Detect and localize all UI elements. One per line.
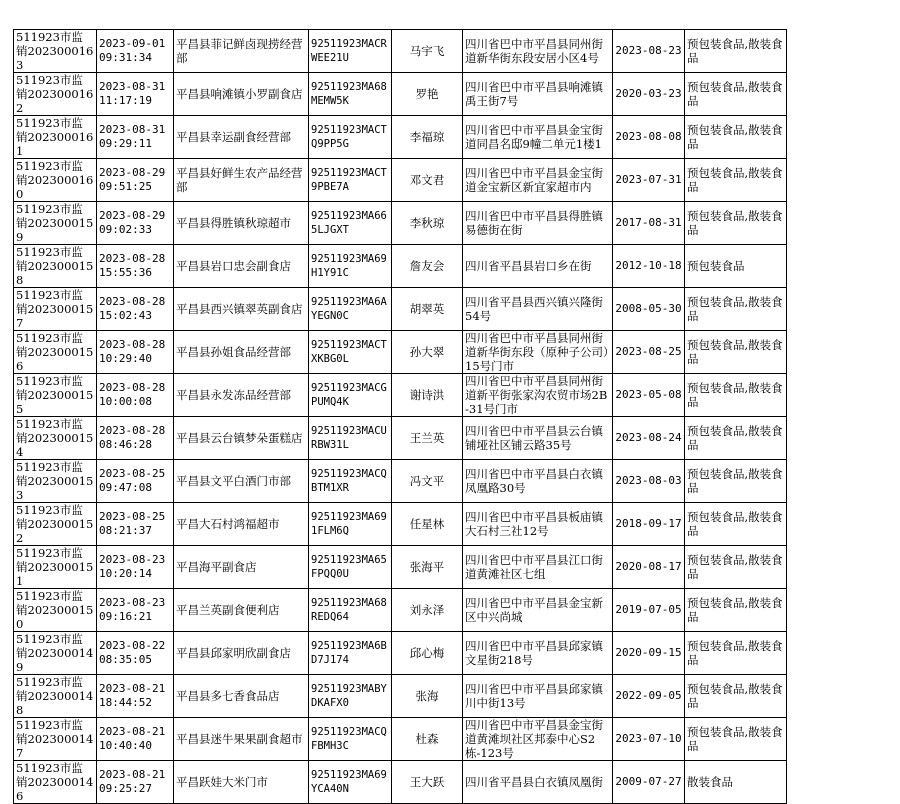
table-row — [14, 675, 787, 718]
table-row — [14, 202, 787, 245]
business-scope-cell: 预包装食品,散装食品 — [685, 503, 787, 546]
issue-time-cell: 2023-08-25 08:21:37 — [97, 503, 174, 546]
registration-date-cell: 2020-09-15 — [613, 632, 685, 675]
address-cell: 四川省巴中市平昌县同州街道新平街张家沟农贸市场2B-31号门市 — [463, 374, 613, 417]
table-row — [14, 718, 787, 761]
legal-person-cell: 冯文平 — [392, 460, 463, 503]
credit-code-cell: 92511923MACTQ9PP5G — [309, 116, 392, 159]
business-name-cell: 平昌县多七香食品店 — [174, 675, 309, 718]
table-row — [14, 331, 787, 374]
registration-date-cell: 2020-03-23 — [613, 73, 685, 116]
license-number-cell: 511923市监销2023000161 — [14, 116, 97, 159]
credit-code-cell: 92511923MACRWEE21U — [309, 30, 392, 73]
address-cell: 四川省巴中市平昌县白衣镇凤凰路30号 — [463, 460, 613, 503]
issue-time-cell: 2023-08-28 10:00:08 — [97, 374, 174, 417]
issue-time-cell: 2023-08-29 09:51:25 — [97, 159, 174, 202]
issue-time-cell: 2023-08-28 15:55:36 — [97, 245, 174, 288]
credit-code-cell: 92511923MA68MEMW5K — [309, 73, 392, 116]
credit-code-cell: 92511923MA69H1Y91C — [309, 245, 392, 288]
address-cell: 四川省巴中市平昌县金宝街道同昌名邸9幢二单元1楼1 — [463, 116, 613, 159]
business-scope-cell: 预包装食品,散装食品 — [685, 718, 787, 761]
address-cell: 四川省平昌县白衣镇凤凰街 — [463, 761, 613, 804]
credit-code-cell: 92511923MA68REDQ64 — [309, 589, 392, 632]
registration-date-cell: 2023-08-23 — [613, 30, 685, 73]
business-scope-cell: 预包装食品,散装食品 — [685, 675, 787, 718]
table-row — [14, 417, 787, 460]
address-cell: 四川省巴中市平昌县云台镇铺垭社区铺云路35号 — [463, 417, 613, 460]
issue-time-cell: 2023-08-21 10:40:40 — [97, 718, 174, 761]
license-number-cell: 511923市监销2023000159 — [14, 202, 97, 245]
business-scope-cell: 预包装食品,散装食品 — [685, 546, 787, 589]
address-cell: 四川省巴中市平昌县金宝街道黄滩坝社区邦泰中心S2栋-123号 — [463, 718, 613, 761]
license-number-cell: 511923市监销2023000163 — [14, 30, 97, 73]
business-name-cell: 平昌县得胜镇秋琼超市 — [174, 202, 309, 245]
business-name-cell: 平昌县邱家明欣副食店 — [174, 632, 309, 675]
credit-code-cell: 92511923MACTXKBG0L — [309, 331, 392, 374]
address-cell: 四川省巴中市平昌县金宝街道金宝新区新宜家超市内 — [463, 159, 613, 202]
issue-time-cell: 2023-08-25 09:47:08 — [97, 460, 174, 503]
legal-person-cell: 李秋琼 — [392, 202, 463, 245]
registration-date-cell: 2019-07-05 — [613, 589, 685, 632]
license-number-cell: 511923市监销2023000154 — [14, 417, 97, 460]
address-cell: 四川省巴中市平昌县同州街道新华街东段（原种子公司）15号门市 — [463, 331, 613, 374]
permit-table-body — [14, 30, 787, 804]
table-row — [14, 632, 787, 675]
legal-person-cell: 邱心梅 — [392, 632, 463, 675]
address-cell: 四川省巴中市平昌县同州街道新华街东段安居小区4号 — [463, 30, 613, 73]
license-number-cell: 511923市监销2023000148 — [14, 675, 97, 718]
legal-person-cell: 张海 — [392, 675, 463, 718]
license-number-cell: 511923市监销2023000157 — [14, 288, 97, 331]
legal-person-cell: 李福琼 — [392, 116, 463, 159]
credit-code-cell: 92511923MACGPUMQ4K — [309, 374, 392, 417]
legal-person-cell: 邓文君 — [392, 159, 463, 202]
permit-table — [13, 29, 787, 804]
business-name-cell: 平昌县西兴镇翠英副食店 — [174, 288, 309, 331]
issue-time-cell: 2023-08-23 09:16:21 — [97, 589, 174, 632]
legal-person-cell: 王兰英 — [392, 417, 463, 460]
business-name-cell: 平昌县迷牛果果副食超市 — [174, 718, 309, 761]
issue-time-cell: 2023-08-31 11:17:19 — [97, 73, 174, 116]
issue-time-cell: 2023-08-28 10:29:40 — [97, 331, 174, 374]
table-row — [14, 159, 787, 202]
registration-date-cell: 2022-09-05 — [613, 675, 685, 718]
table-row — [14, 761, 787, 804]
business-name-cell: 平昌县永发冻品经营部 — [174, 374, 309, 417]
registration-date-cell: 2023-08-08 — [613, 116, 685, 159]
table-row — [14, 460, 787, 503]
address-cell: 四川省巴中市平昌县板庙镇大石村三社12号 — [463, 503, 613, 546]
registration-date-cell: 2023-07-10 — [613, 718, 685, 761]
issue-time-cell: 2023-08-21 18:44:52 — [97, 675, 174, 718]
license-number-cell: 511923市监销2023000162 — [14, 73, 97, 116]
registration-date-cell: 2008-05-30 — [613, 288, 685, 331]
registration-date-cell: 2023-05-08 — [613, 374, 685, 417]
business-name-cell: 平昌县云台镇梦朵蛋糕店 — [174, 417, 309, 460]
table-row — [14, 288, 787, 331]
business-name-cell: 平昌县文平白酒门市部 — [174, 460, 309, 503]
address-cell: 四川省平昌县岩口乡在街 — [463, 245, 613, 288]
business-name-cell: 平昌县菲记鲜卤现捞经营部 — [174, 30, 309, 73]
table-row — [14, 116, 787, 159]
business-scope-cell: 预包装食品,散装食品 — [685, 30, 787, 73]
license-number-cell: 511923市监销2023000155 — [14, 374, 97, 417]
registration-date-cell: 2023-08-03 — [613, 460, 685, 503]
credit-code-cell: 92511923MA6AYEGN0C — [309, 288, 392, 331]
business-scope-cell: 预包装食品,散装食品 — [685, 589, 787, 632]
table-row — [14, 546, 787, 589]
legal-person-cell: 任星林 — [392, 503, 463, 546]
business-name-cell: 平昌县岩口忠会副食店 — [174, 245, 309, 288]
issue-time-cell: 2023-08-22 08:35:05 — [97, 632, 174, 675]
registration-date-cell: 2018-09-17 — [613, 503, 685, 546]
business-scope-cell: 预包装食品,散装食品 — [685, 374, 787, 417]
business-scope-cell: 预包装食品 — [685, 245, 787, 288]
license-number-cell: 511923市监销2023000151 — [14, 546, 97, 589]
address-cell: 四川省巴中市平昌县江口街道黄滩社区七组 — [463, 546, 613, 589]
legal-person-cell: 胡翠英 — [392, 288, 463, 331]
business-name-cell: 平昌县响滩镇小罗副食店 — [174, 73, 309, 116]
credit-code-cell: 92511923MA6BD7J174 — [309, 632, 392, 675]
business-scope-cell: 预包装食品,散装食品 — [685, 417, 787, 460]
issue-time-cell: 2023-09-01 09:31:34 — [97, 30, 174, 73]
issue-time-cell: 2023-08-28 08:46:28 — [97, 417, 174, 460]
legal-person-cell: 杜森 — [392, 718, 463, 761]
legal-person-cell: 刘永泽 — [392, 589, 463, 632]
credit-code-cell: 92511923MA691FLM6Q — [309, 503, 392, 546]
table-row — [14, 503, 787, 546]
business-scope-cell: 预包装食品,散装食品 — [685, 331, 787, 374]
registration-date-cell: 2012-10-18 — [613, 245, 685, 288]
business-name-cell: 平昌跃娃大米门市 — [174, 761, 309, 804]
issue-time-cell: 2023-08-23 10:20:14 — [97, 546, 174, 589]
business-scope-cell: 预包装食品,散装食品 — [685, 632, 787, 675]
legal-person-cell: 孙大翠 — [392, 331, 463, 374]
address-cell: 四川省平昌县西兴镇兴隆街54号 — [463, 288, 613, 331]
registration-date-cell: 2023-07-31 — [613, 159, 685, 202]
business-scope-cell: 预包装食品,散装食品 — [685, 159, 787, 202]
registration-date-cell: 2023-08-25 — [613, 331, 685, 374]
issue-time-cell: 2023-08-21 09:25:27 — [97, 761, 174, 804]
license-number-cell: 511923市监销2023000149 — [14, 632, 97, 675]
license-number-cell: 511923市监销2023000152 — [14, 503, 97, 546]
license-number-cell: 511923市监销2023000153 — [14, 460, 97, 503]
address-cell: 四川省巴中市平昌县金宝新区中兴尚城 — [463, 589, 613, 632]
credit-code-cell: 92511923MACURBW31L — [309, 417, 392, 460]
table-row — [14, 30, 787, 73]
business-scope-cell: 预包装食品,散装食品 — [685, 288, 787, 331]
credit-code-cell: 92511923MABYDKAFX0 — [309, 675, 392, 718]
registration-date-cell: 2017-08-31 — [613, 202, 685, 245]
credit-code-cell: 92511923MACQFBMH3C — [309, 718, 392, 761]
address-cell: 四川省巴中市平昌县响滩镇禹王街7号 — [463, 73, 613, 116]
registration-date-cell: 2020-08-17 — [613, 546, 685, 589]
legal-person-cell: 马宇飞 — [392, 30, 463, 73]
address-cell: 四川省巴中市平昌县邱家镇文星街218号 — [463, 632, 613, 675]
legal-person-cell: 王大跃 — [392, 761, 463, 804]
registration-date-cell: 2009-07-27 — [613, 761, 685, 804]
legal-person-cell: 詹友会 — [392, 245, 463, 288]
license-number-cell: 511923市监销2023000160 — [14, 159, 97, 202]
table-row — [14, 589, 787, 632]
license-number-cell: 511923市监销2023000147 — [14, 718, 97, 761]
license-number-cell: 511923市监销2023000158 — [14, 245, 97, 288]
business-scope-cell: 预包装食品,散装食品 — [685, 116, 787, 159]
business-name-cell: 平昌兰英副食便利店 — [174, 589, 309, 632]
business-name-cell: 平昌县孙姐食品经营部 — [174, 331, 309, 374]
table-row — [14, 73, 787, 116]
legal-person-cell: 谢诗洪 — [392, 374, 463, 417]
registration-date-cell: 2023-08-24 — [613, 417, 685, 460]
issue-time-cell: 2023-08-29 09:02:33 — [97, 202, 174, 245]
issue-time-cell: 2023-08-31 09:29:11 — [97, 116, 174, 159]
business-scope-cell: 散装食品 — [685, 761, 787, 804]
table-row — [14, 374, 787, 417]
credit-code-cell: 92511923MACT9PBE7A — [309, 159, 392, 202]
license-number-cell: 511923市监销2023000156 — [14, 331, 97, 374]
business-name-cell: 平昌海平副食店 — [174, 546, 309, 589]
business-scope-cell: 预包装食品,散装食品 — [685, 202, 787, 245]
credit-code-cell: 92511923MA665LJGXT — [309, 202, 392, 245]
credit-code-cell: 92511923MA69YCA40N — [309, 761, 392, 804]
table-row — [14, 245, 787, 288]
business-scope-cell: 预包装食品,散装食品 — [685, 460, 787, 503]
issue-time-cell: 2023-08-28 15:02:43 — [97, 288, 174, 331]
business-name-cell: 平昌县好鲜生农产品经营部 — [174, 159, 309, 202]
credit-code-cell: 92511923MACQBTM1XR — [309, 460, 392, 503]
address-cell: 四川省巴中市平昌县得胜镇易德街在街 — [463, 202, 613, 245]
legal-person-cell: 张海平 — [392, 546, 463, 589]
address-cell: 四川省巴中市平昌县邱家镇川中街13号 — [463, 675, 613, 718]
business-scope-cell: 预包装食品,散装食品 — [685, 73, 787, 116]
license-number-cell: 511923市监销2023000146 — [14, 761, 97, 804]
business-name-cell: 平昌大石村鸿福超市 — [174, 503, 309, 546]
business-name-cell: 平昌县幸运副食经营部 — [174, 116, 309, 159]
legal-person-cell: 罗艳 — [392, 73, 463, 116]
credit-code-cell: 92511923MA65FPQQ0U — [309, 546, 392, 589]
license-number-cell: 511923市监销2023000150 — [14, 589, 97, 632]
